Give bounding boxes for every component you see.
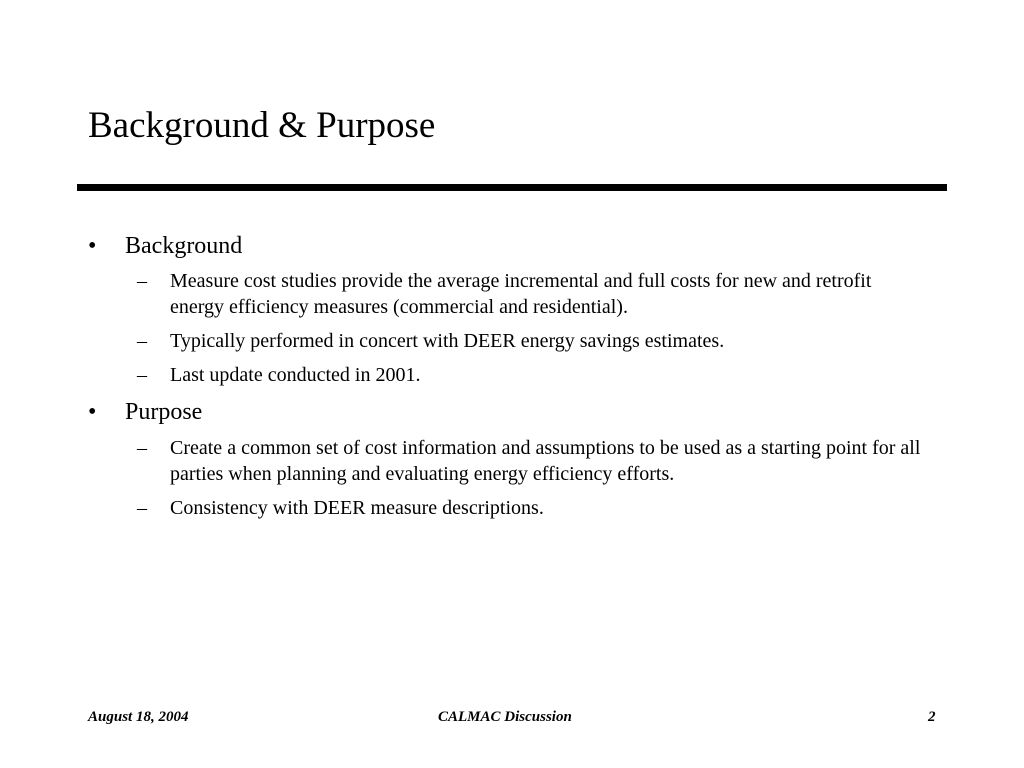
sub-bullet-text: Create a common set of cost information and assumptions to be used as a starting point for all parties when planning and evaluating energy efficiency efforts.: [170, 437, 921, 485]
page-number: 2: [928, 709, 936, 725]
sub-bullet-marker: –: [137, 437, 147, 459]
footer-date: August 18, 2004: [88, 709, 189, 725]
sub-bullet-text: Measure cost studies provide the average incremental and full costs for new and retrofit energy efficiency measures (commercial and residential).: [170, 270, 872, 318]
bullet-heading-purpose: Purpose: [125, 399, 203, 425]
footer-title: CALMAC Discussion: [438, 709, 572, 725]
sub-bullet-text: Typically performed in concert with DEER energy savings estimates.: [170, 330, 725, 352]
sub-bullet-marker: –: [137, 364, 147, 386]
bullet-marker: •: [88, 233, 97, 259]
bullet-heading-background: Background: [125, 233, 243, 259]
sub-bullet-marker: –: [137, 270, 147, 292]
slide-title: Background & Purpose: [88, 105, 436, 146]
sub-bullet-marker: –: [137, 497, 147, 519]
sub-bullet-text: Last update conducted in 2001.: [170, 364, 421, 386]
sub-bullet-text: Consistency with DEER measure descriptions.: [170, 497, 544, 519]
sub-bullet-marker: –: [137, 330, 147, 352]
bullet-marker: •: [88, 399, 97, 425]
